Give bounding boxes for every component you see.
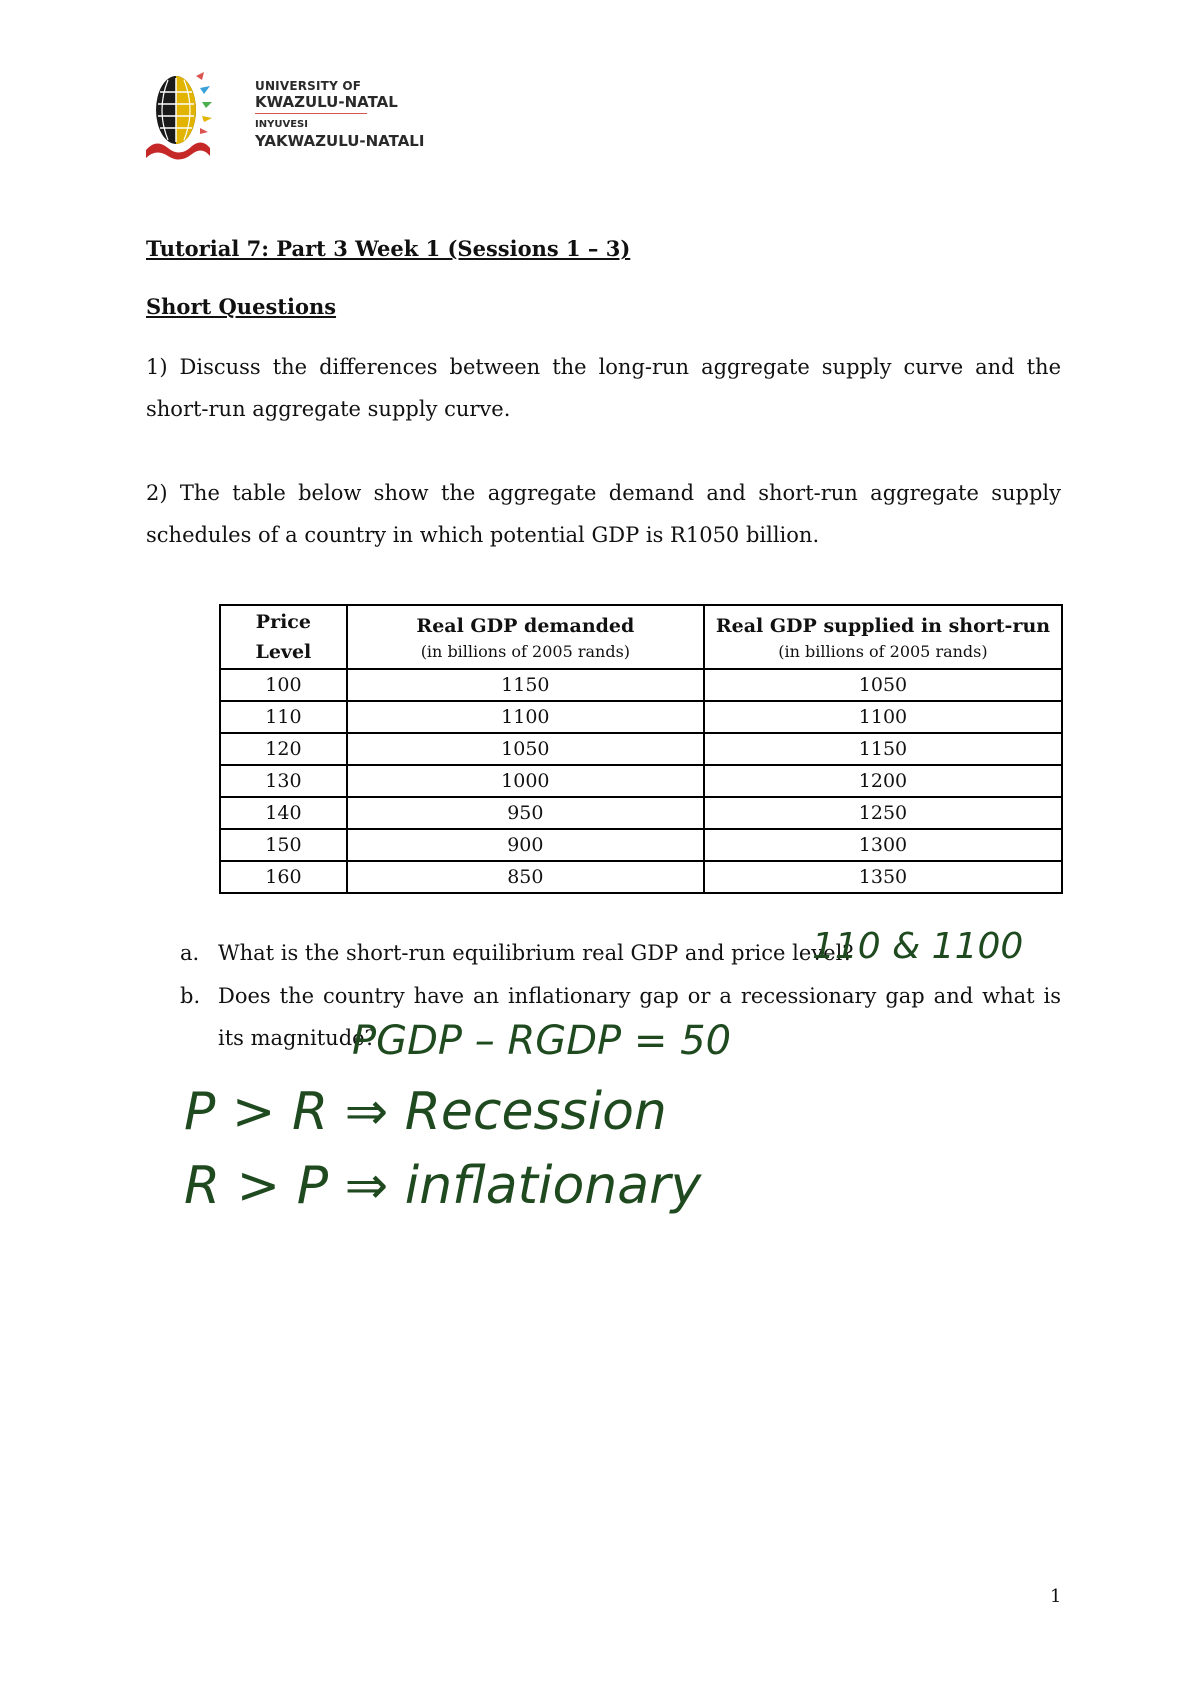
question-1: 1) Discuss the differences between the long-run aggregate supply curve and the short-run aggregate supply curve. [146,355,1061,421]
cell-gdp-demanded: 850 [347,861,704,893]
header-gdp-supplied-title: Real GDP supplied in short-run [715,615,1051,637]
cell-gdp-supplied: 1050 [704,669,1062,701]
page-number: 1 [1050,1586,1062,1607]
cell-price-level: 130 [220,765,347,797]
header-gdp-supplied [704,605,1062,669]
logo-line-1: UNIVERSITY OF [255,79,362,93]
table-row [220,701,1062,733]
cell-gdp-demanded: 1000 [347,765,704,797]
header-price-level-title: Price Level [255,611,312,663]
header-gdp-demanded-unit: (in billions of 2005 rands) [420,642,631,661]
question-2: 2) The table below show the aggregate demand and short-run aggregate supply schedules of a country in which potential GDP is R1050 billion. [146,481,1061,547]
logo-divider [255,113,367,114]
table-header-row [220,605,1062,669]
header-gdp-demanded-title: Real GDP demanded [416,615,635,637]
handwritten-note-recession: P > R ⇒ Recession [184,1082,667,1142]
header-gdp-supplied-unit: (in billions of 2005 rands) [778,642,988,661]
logo-line-4: YAKWAZULU-NATALI [255,132,425,150]
table-row [220,861,1062,893]
table-row [220,733,1062,765]
table-row [220,765,1062,797]
sub-question-marker: a. [180,941,200,965]
cell-price-level: 150 [220,829,347,861]
cell-gdp-supplied: 1250 [704,797,1062,829]
section-heading: Short Questions [146,294,337,319]
cell-gdp-demanded: 950 [347,797,704,829]
header-gdp-demanded [347,605,704,669]
cell-price-level: 160 [220,861,347,893]
university-emblem-icon [146,72,212,160]
header-price-level [220,605,347,669]
table-row [220,797,1062,829]
logo-line-2: KWAZULU-NATAL [255,93,398,111]
table-row [220,669,1062,701]
cell-gdp-supplied: 1100 [704,701,1062,733]
handwritten-note-inflationary: R > P ⇒ inflationary [184,1156,702,1216]
cell-gdp-supplied: 1300 [704,829,1062,861]
tutorial-title: Tutorial 7: Part 3 Week 1 (Sessions 1 – 3) [146,236,631,261]
sub-question-text: What is the short-run equilibrium real GDP and price level? [218,941,854,965]
handwritten-answer-b: PGDP – RGDP = 50 [352,1018,732,1064]
cell-price-level: 110 [220,701,347,733]
cell-gdp-supplied: 1150 [704,733,1062,765]
cell-gdp-supplied: 1200 [704,765,1062,797]
cell-gdp-supplied: 1350 [704,861,1062,893]
cell-gdp-demanded: 900 [347,829,704,861]
cell-price-level: 120 [220,733,347,765]
handwritten-answer-a: 110 & 1100 [812,926,1024,967]
table-row [220,829,1062,861]
cell-price-level: 100 [220,669,347,701]
cell-gdp-demanded: 1050 [347,733,704,765]
schedule-table [219,604,1063,894]
cell-price-level: 140 [220,797,347,829]
cell-gdp-demanded: 1150 [347,669,704,701]
logo-line-3: INYUVESI [255,119,308,130]
sub-question-text: Does the country have an inflationary gap or a recessionary gap and what is its magnitude? [218,984,1061,1050]
sub-question-marker: b. [180,984,201,1008]
cell-gdp-demanded: 1100 [347,701,704,733]
